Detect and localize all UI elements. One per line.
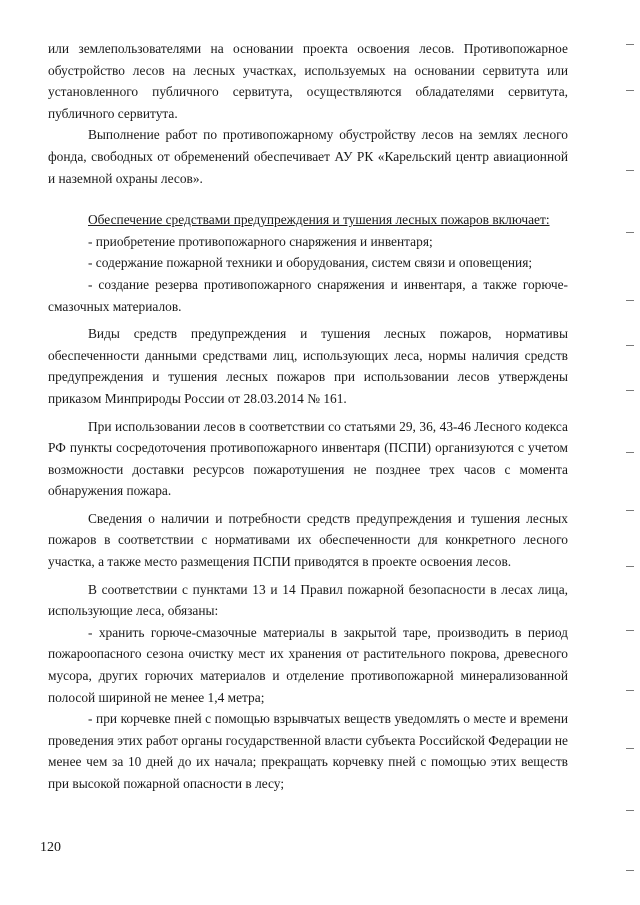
paragraph-norms: Виды средств предупреждения и тушения лесных пожаров, нормативы обеспеченности данными средствами лиц, использующих леса, нормы наличия средств предупреждения и тушения лесных пожаров при использовании лесов утверждены приказом Минприроды России от 28.03.2014 № 161. [48, 326, 568, 406]
binding-mark [626, 870, 634, 871]
paragraph-pspi: При использовании лесов в соответствии со статьями 29, 36, 43-46 Лесного кодекса РФ пункты сосредоточения противопожарного инвентаря (ПСПИ) организуются с учетом возможности доставки ресурсов пожаротушения не позднее трех часов с момента обнаружения пожара. [48, 418, 568, 499]
binding-mark [626, 390, 634, 391]
list-item-fuel-storage: - хранить горюче-смазочные материалы в закрытой таре, производить в период пожароопасного сезона очистку мест их хранения от растительного покрова, древесного мусора, других горючих материалов и отделение противопожарной минерализованной полосой шириной не менее 1,4 метра; [48, 624, 568, 705]
binding-mark [626, 566, 634, 567]
list-item-equipment: - приобретение противопожарного снаряжения и инвентаря; [88, 233, 433, 249]
section-heading-text: Обеспечение средствами предупреждения и тушения лесных пожаров включает: [88, 212, 550, 228]
binding-mark [626, 748, 634, 749]
body-text [48, 38, 568, 795]
list-item-maintenance: - содержание пожарной техники и оборудования, систем связи и оповещения; [88, 255, 533, 271]
binding-mark [626, 810, 634, 811]
page-number: 120 [40, 840, 61, 855]
binding-mark [626, 90, 634, 91]
section-heading-means [48, 209, 568, 231]
binding-mark [626, 300, 634, 301]
binding-mark [626, 232, 634, 233]
paragraph-info: Сведения о наличии и потребности средств предупреждения и тушения лесных пожаров в соответствии с нормативами их обеспеченности для конкретного лесного участка, а также место размещения ПСПИ приводятся в проекте освоения лесов. [48, 510, 568, 570]
binding-mark [626, 170, 634, 171]
binding-mark [626, 630, 634, 631]
binding-mark [626, 44, 634, 45]
binding-mark [626, 690, 634, 691]
paragraph-continuation: или землепользователями на основании проекта освоения лесов. Противопожарное обустройство лесов на лесных участках, используемых на основании сервитута или установленного публичного сервитута, осуществляются обладателями сервитута, публичного сервитута. [48, 41, 568, 121]
list-item-reserve: - создание резерва противопожарного снаряжения и инвентаря, а также горюче-смазочных материалов. [48, 276, 568, 314]
paragraph-fire-works: Выполнение работ по противопожарному обустройству лесов на землях лесного фонда, свободных от обременений обеспечивает АУ РК «Карельский центр авиационной и наземной охраны лесов». [48, 127, 568, 186]
list-item-stump-removal: - при корчевке пней с помощью взрывчатых веществ уведомлять о месте и времени проведения этих работ органы государственной власти субъекта Российской Федерации не менее чем за 10 дней до их начала; прекращать корчевку пней с помощью этих веществ при высокой пожарной опасности в лесу; [48, 711, 568, 791]
paragraph-rules: В соответствии с пунктами 13 и 14 Правил пожарной безопасности в лесах лица, использующие леса, обязаны: [48, 581, 568, 619]
binding-mark [626, 345, 634, 346]
binding-mark [626, 452, 634, 453]
binding-mark [626, 510, 634, 511]
